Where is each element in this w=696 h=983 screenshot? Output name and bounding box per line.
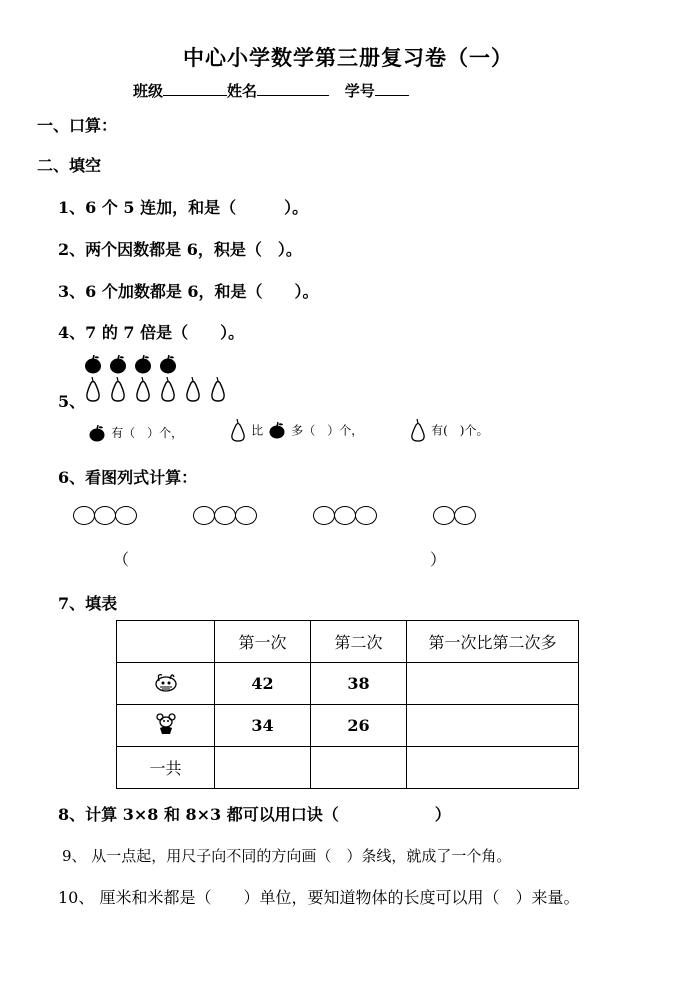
circle [355, 506, 377, 525]
pear-icon [230, 418, 246, 442]
pear-icon [137, 377, 149, 401]
table-header-cell: 第一次 [215, 621, 311, 663]
circle [115, 506, 137, 525]
table-row [117, 747, 579, 789]
section-oral: 一、口算： [37, 116, 118, 135]
circle [313, 506, 335, 525]
q5-part3: 有( )个。 [431, 423, 489, 438]
apple-icon [160, 355, 176, 374]
question-1: 1、6 个 5 连加，和是（ ）。 [58, 198, 309, 217]
student-info-line [133, 80, 409, 101]
q6-paren-open: （ [113, 550, 130, 569]
table-cell-diff[interactable] [407, 705, 579, 747]
table-row-label [117, 663, 215, 705]
apple-icon [268, 421, 286, 439]
question-5-label: 5、 [58, 392, 86, 411]
pear-icon [410, 418, 426, 442]
apple-icon [88, 424, 106, 442]
pear-icon [187, 377, 199, 401]
question-3: 3、6 个加数都是 6，和是（ ）。 [58, 282, 319, 301]
table-cell-diff[interactable] [407, 747, 579, 789]
circle [433, 506, 455, 525]
q5-part1: 有（ ）个， [111, 426, 184, 440]
table-header-cell [117, 621, 215, 663]
class-label: 班级 [133, 82, 164, 100]
table-row [117, 663, 579, 705]
table-header-cell: 第一次比第二次多 [407, 621, 579, 663]
apple-icon [85, 355, 101, 374]
section-fill: 二、填空 [37, 156, 102, 175]
table-cell-diff[interactable] [407, 663, 579, 705]
q5-sentence-1 [88, 422, 183, 442]
table-cell-first[interactable] [215, 747, 311, 789]
table-cell-first: 42 [215, 663, 311, 705]
pear-icon [162, 377, 174, 401]
circle [334, 506, 356, 525]
name-label: 姓名 [227, 82, 258, 100]
apple-icon [110, 355, 126, 374]
q5-part2-a: 比 [251, 423, 264, 438]
circle [94, 506, 116, 525]
table-row [117, 705, 579, 747]
circle [193, 506, 215, 525]
pear-icon [212, 377, 224, 401]
question-4: 4、7 的 7 倍是（ ）。 [58, 323, 245, 342]
name-blank[interactable] [257, 80, 329, 96]
q5-sentence-2 [230, 418, 363, 442]
number-label: 学号 [344, 82, 375, 100]
question-9: 9、 从一点起，用尺子向不同的方向画（ ）条线，就成了一个角。 [62, 847, 512, 865]
pear-icon [87, 377, 99, 401]
circle [235, 506, 257, 525]
question-10: 10、 厘米和米都是（ ）单位，要知道物体的长度可以用（ ）来量。 [58, 888, 580, 907]
fill-table [116, 620, 579, 789]
circle-group-4 [433, 506, 475, 529]
question-8: 8、计算 3×8 和 8×3 都可以用口诀（ ） [58, 805, 451, 824]
apple-icon [135, 355, 151, 374]
circle-group-1 [73, 506, 136, 529]
table-cell-second: 26 [311, 705, 407, 747]
question-6: 6、看图列式计算： [58, 468, 198, 487]
question-7: 7、填表 [58, 594, 118, 613]
table-cell-first: 34 [215, 705, 311, 747]
rabbit-icon [154, 671, 178, 693]
class-blank[interactable] [163, 80, 227, 96]
q6-paren-close: ） [430, 550, 447, 569]
circle-group-2 [193, 506, 256, 529]
table-row-label [117, 705, 215, 747]
table-cell-second: 38 [311, 663, 407, 705]
table-header-row [117, 621, 579, 663]
table-header-cell: 第二次 [311, 621, 407, 663]
table-row-label: 一共 [117, 747, 215, 789]
circle [73, 506, 95, 525]
circle [454, 506, 476, 525]
apples-row [83, 355, 183, 379]
pears-row [83, 377, 233, 407]
q5-sentence-3 [410, 418, 488, 442]
pear-icons [83, 377, 233, 403]
q5-part2-b: 多（ ）个， [291, 423, 364, 438]
number-blank[interactable] [375, 80, 409, 96]
bear-icon [154, 712, 178, 736]
question-2: 2、两个因数都是 6，积是（ ）。 [58, 240, 302, 259]
circle-group-3 [313, 506, 376, 529]
table-cell-second[interactable] [311, 747, 407, 789]
circle [214, 506, 236, 525]
apple-icons [83, 355, 183, 375]
pear-icon [112, 377, 124, 401]
page-title: 中心小学数学第三册复习卷（一） [183, 45, 513, 70]
